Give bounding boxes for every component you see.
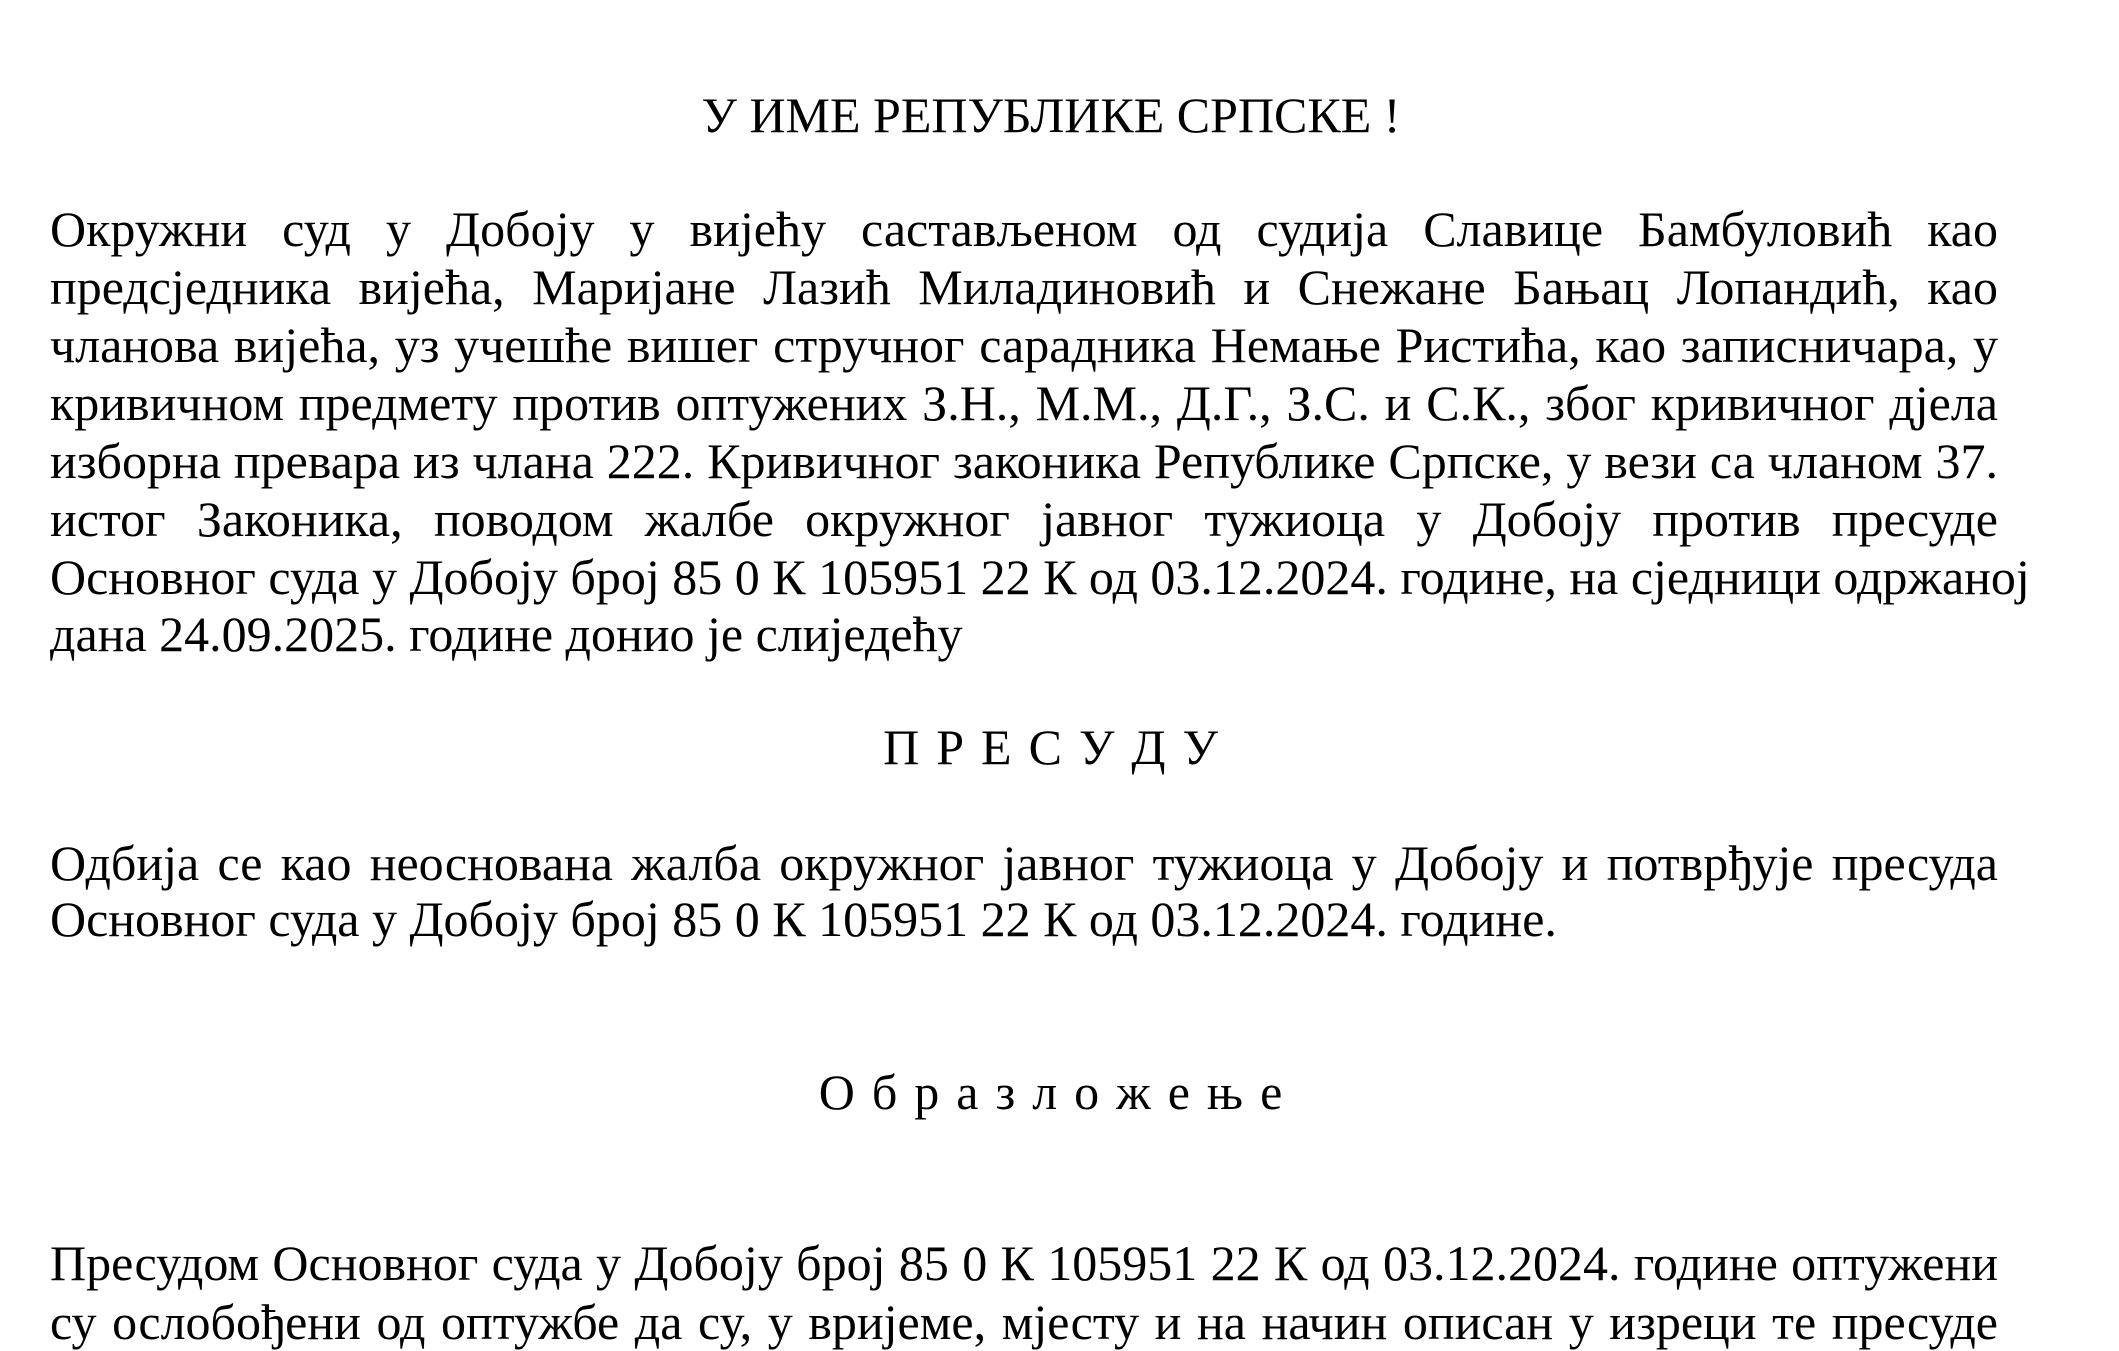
verdict-title: П Р Е С У Д У (883, 719, 1219, 775)
paragraph-line: изборна превара из члана 222. Кривичног законика Републике Српске, у вези са чланом 37. (50, 433, 1998, 489)
paragraph-line: кривичном предмету против оптужених З.Н., М.М., Д.Г., З.С. и С.К., због кривичног дјела (50, 375, 1998, 431)
paragraph-line: Окружни суд у Добоју у вијећу састављеном од судија Славице Бамбуловић као (50, 201, 1998, 257)
reasoning-title: О б р а з л о ж е њ е (818, 1064, 1284, 1120)
paragraph-line: Основног суда у Добоју број 85 0 К 105951 22 К од 03.12.2024. године. (50, 891, 1557, 947)
paragraph-line: Одбија се као неоснована жалба окружног јавног тужиоца у Добоју и потврђује пресуда (50, 835, 1998, 891)
paragraph-line: су ослобођени од оптужбе да су, у вријеме, мјесту и на начин описан у изреци те пресуде (50, 1294, 1998, 1350)
paragraph-line: истог Законика, поводом жалбе окружног јавног тужиоца у Добоју против пресуде (50, 491, 1998, 547)
paragraph-line: Основног суда у Добоју број 85 0 К 105951 22 К од 03.12.2024. године, на сједници одржаној (50, 549, 2030, 605)
paragraph-line: Пресудом Основног суда у Добоју број 85 0 К 105951 22 К од 03.12.2024. године оптужени (50, 1235, 1998, 1291)
paragraph-line: дана 24.09.2025. године донио је слиједећу (50, 606, 963, 662)
paragraph-line: чланова вијећа, уз учешће вишег стручног сарадника Немање Ристића, као записничара, у (50, 317, 1998, 373)
document-heading: У ИМЕ РЕПУБЛИКЕ СРПСКЕ ! (701, 87, 1401, 143)
paragraph-line: предсједника вијећа, Маријане Лазић Миладиновић и Снежане Бањац Лопандић, као (50, 259, 1998, 315)
